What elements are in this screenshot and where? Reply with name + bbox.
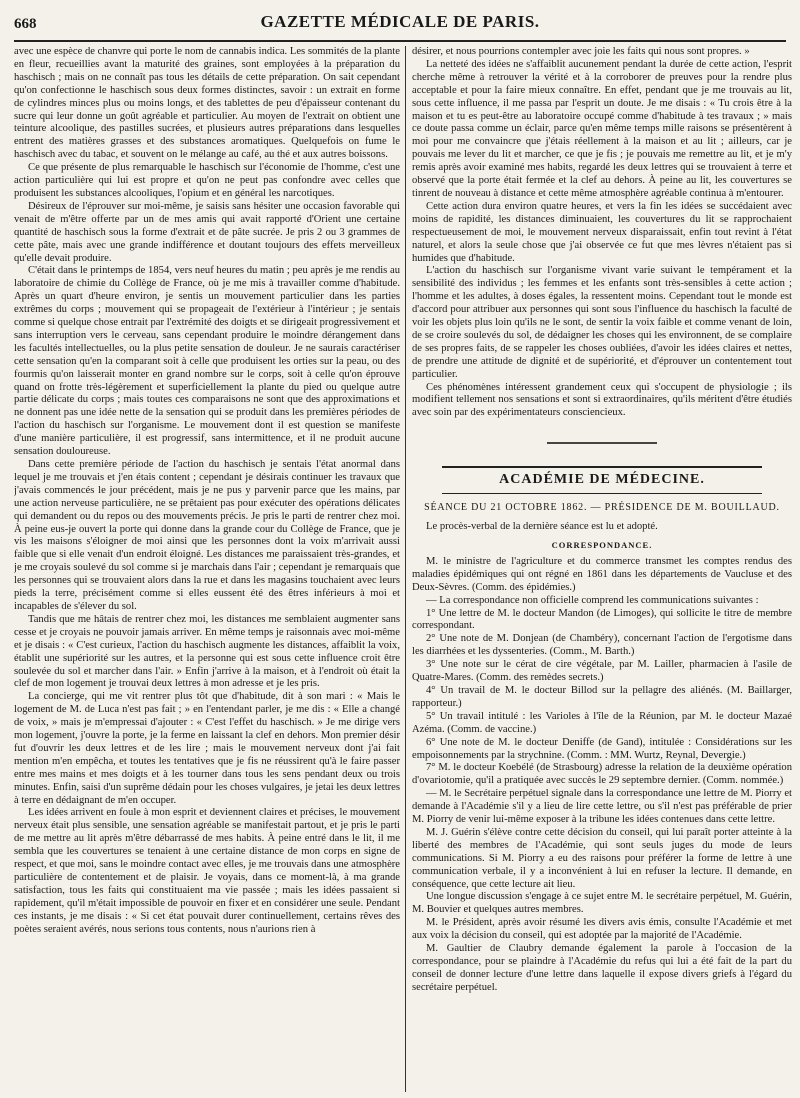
paragraph: 4° Un travail de M. le docteur Billod sur la pellagre des aliénés. (M. Baillarger, rapporteur.)	[412, 684, 792, 709]
paragraph: désirer, et nous pourrions contempler avec joie les faits qui nous sont propres. »	[412, 46, 750, 57]
paragraph: Une longue discussion s'engage à ce sujet entre M. le secrétaire perpétuel, M. Guérin, M. Bouvier et quelques autres membres.	[412, 891, 792, 916]
paragraph: M. Gaultier de Claubry demande également la parole à l'occasion de la correspondance, pour se plaindre à l'Académie du refus qui lui a été fait de la part du conseil de donner lecture d'une lettre dans laquelle il expose divers griefs à l'égard du secrétaire perpétuel.	[412, 943, 792, 993]
paragraph: — La correspondance non officielle comprend les communications suivantes :	[426, 594, 759, 606]
paragraph: Tandis que me hâtais de rentrer chez moi, les distances me semblaient augmenter sans cesse et je croyais ne pouvoir jamais arriver. En même temps je raisonnais avec moi-même et je disais : « C'est curieux, l'action du haschisch augmente les distances, affaiblit la voix, établit une supériorité sur les autres, et la personne qui est sous cette influence croit être soulevée du sol et marcher dans l'air. » Enfin j'arrive à la maison, et à l'endroit où était la clef de mon logement je trouvai deux lettres à mon adresse et je les pris.	[14, 613, 400, 690]
paragraph: M. J. Guérin s'élève contre cette décision du conseil, qui lui paraît porter atteinte à la liberté des membres de l'Académie, qui sont seuls juges du mode de leurs communications. Si M. Piorry a eu des raisons pour préférer la forme de lettre à une communication verbale, il y a inconvénient à lui en refuser la lecture. Il demande, en conséquence, que cette lecture ait lieu.	[412, 826, 792, 890]
paragraph: 7° M. le docteur Koebélé (de Strasbourg) adresse la relation de la deuxième opération d'ovariotomie, qu'il a pratiquée avec succès le 29 septembre dernier. (Comm. nommée.)	[412, 762, 792, 787]
paragraph: Cette action dura environ quatre heures, et vers la fin les idées se succédaient avec moins de rapidité, les distances diminuaient, les couvertures du lit se rapprochaient respectueusement de moi, le mouvement nerveux disparaissait, enfin tout revint à l'état naturel, et alors la seule chose que j'ai observée ce fut que mes lèvres n'étaient pas si humides que d'habitude.	[412, 200, 792, 264]
paragraph: 2° Une note de M. Donjean (de Chambéry), concernant l'action de l'ergotisme dans les diarrhées et les dyssenteries. (Comm., M. Barth.)	[412, 633, 792, 658]
journal-title: GAZETTE MÉDICALE DE PARIS.	[260, 12, 540, 31]
section-separator	[547, 442, 657, 444]
paragraph: La netteté des idées ne s'affaiblit aucunement pendant la durée de cette action, l'esprit cherche même à retrouver la vérité et à la corroborer de preuves pour la rendre plus acceptable et pour la faire mieux connaître. En effet, pendant que je me trouvais au lit, sous cette influence, il me passa par l'esprit un doute. Je me disais : « Tu crois être à la maison et tu es peut-être au laboratoire occupé comme d'habitude à tes travaux ; » mais ce doute passa comme un éclair, parce qu'en même temps mille raisons se présentèrent à moi pour me convaincre que j'étais réellement à la maison et au lit ; ailleurs, car je pouvais me lever du lit et marcher, ce que je fis ; je pouvais me remettre au lit, et je m'y remis après avoir examiné mes habits, regardé les deux lettres qui se trouvaient à terre et observé que la porte était fermée et la clef au dehors. À peine au lit, les couvertures se tinrent de nouveau à distance et cette même atmosphère agréable continua à m'entourer.	[412, 58, 792, 199]
page-header	[14, 6, 786, 42]
paragraph: Les idées arrivent en foule à mon esprit et deviennent claires et précises, le mouvement nerveux était plus sensible, une sensation agréable se manifestait partout, et je pris le parti de me mettre au lit après m'être débarrassé de mes habits. À peine entré dans le lit, il me sembla que les couvertures se tenaient à une certaine distance de mon corps en signe de respect, et que moi, sans le moindre contact avec elles, je me trouvais dans une atmosphère particulière de contentement et de plaisir. Je voyais, dans ce moment-là, à ma grande satisfaction, tous les faits qui constituaient ma vie passée ; mais les idées passaient si rapidement, qu'il m'était impossible de pouvoir en fixer et en considérer une seule. Pendant ces instants, je me disais : « Si cet état pouvait durer continuellement, certains rêves des poètes seraient avérés, nous serions tous contents, nous n'aurions rien à	[14, 807, 400, 935]
paragraph: M. le ministre de l'agriculture et du commerce transmet les comptes rendus des maladies épidémiques qui ont régné en 1861 dans les départements de Vaucluse et des Deux-Sèvres. (Comm. des épidémies.)	[412, 555, 792, 593]
paragraph: La concierge, qui me vit rentrer plus tôt que d'habitude, dit à son mari : « Mais le logement de M. de Luca n'est pas fait ; » en l'entendant parler, je me dis : « Elle a changé de voix, » mais je m'empressai d'ajouter : « C'est l'effet du haschisch. » Je me dirige vers mon logement, j'ouvre la porte, je la ferme en laissant la clef en dehors. Mon premier désir fut d'ouvrir les deux lettres et de les lire ; mais le mouvement nerveux dont j'ai fait mention m'en empêcha, et toutes les tentatives que je fis ne réussirent qu'à le faire passer entre mes mains et mes doigts et à les tourner dans tous les sens pendant deux ou trois minutes. Enfin, saisi d'un suprême dédain pour les choses vulgaires, je jetai les deux lettres à terre en dédaignant de m'en occuper.	[14, 691, 400, 806]
paragraph: — M. le Secrétaire perpétuel signale dans la correspondance une lettre de M. Piorry et demande à l'Académie s'il y a lieu de lire cette lettre, ou s'il n'est pas préférable de prier M. Piorry de venir lui-même exposer à la tribune les idées contenues dans cette lettre.	[412, 788, 792, 826]
paragraph: M. le Président, après avoir résumé les divers avis émis, consulte l'Académie et met aux voix la décision du conseil, qui est adoptée par la majorité de l'Académie.	[412, 917, 792, 942]
paragraph: avec une espèce de chanvre qui porte le nom de cannabis indica. Les sommités de la plante en fleur, recueillies avant la maturité des graines, sont employées à la préparation du haschisch ; mais on ne connaît pas tous les détails de cette préparation. On sait cependant qu'on confectionne le haschisch sous deux formes distinctes, savoir : un extrait en forme de cylindres minces plus ou moins longs, et des tablettes de peu d'épaisseur contenant du sucre qui leur donne un goût agréable et particulier. Au moyen de l'extrait on obtient une teinture alcoolique, des pastilles sucrées, et plusieurs autres préparations dans lesquelles entrent des matières grasses et des substances aromatiques. Quelquefois on fume le haschisch avec du tabac, et souvent on le mélange au café, au thé et aux autres boissons.	[14, 46, 400, 161]
paragraph: 6° Une note de M. le docteur Deniffe (de Gand), intitulée : Considérations sur les empoisonnements par la strychnine. (Comm. : MM. Wurtz, Reynal, Devergie.)	[412, 736, 792, 761]
minutes-line: Le procès-verbal de la dernière séance est lu et adopté.	[426, 521, 658, 533]
page-number: 668	[14, 16, 37, 32]
paragraph: C'était dans le printemps de 1854, vers neuf heures du matin ; peu après je me rendis au laboratoire de chimie du Collège de France, où je me mis à travailler comme d'habitude. Après un quart d'heure environ, je sentis un mouvement particulier dans les parties extrêmes du corps ; mouvement qui se propageait de l'extérieur à l'intérieur ; je sentais comme si quelque chose entrait par l'extrémité des doigts et se dirigeait progressivement et sans interruption vers le cerveau, sans cependant produire le moindre dérangement dans les facultés intellectuelles, ou la plus petite sensation de douleur. Je ne saurais caractériser cette sensation qu'en la comparant soit à celle que produisent les orties sur la peau, ou des fourmis qu'on laisserait monter en grand nombre sur le corps, soit à celle qu'on éprouve quand on frotte très-légèrement et superficiellement la plante du pied ou quelque autre partie délicate du corps ; mais toutes ces comparaisons ne sont que des approximations et ne donnent pas une idée nette de la sensation qui se produit dans les premières périodes de l'action du haschisch sur l'organisme. Le mouvement dont il est question se manifeste d'une manière particulière, il est progressif, sans intermittence, et il ne produit aucune sensation douloureuse.	[14, 265, 400, 458]
paragraph: 5° Un travail intitulé : les Varioles à l'île de la Réunion, par M. le docteur Mazaé Azéma. (Comm. de vaccine.)	[412, 710, 792, 735]
paragraph: 1° Une lettre de M. le docteur Mandon (de Limoges), qui sollicite le titre de membre correspondant.	[412, 607, 792, 632]
academy-title: ACADÉMIE DE MÉDECINE.	[442, 466, 762, 494]
paragraph: Ce que présente de plus remarquable le haschisch sur l'économie de l'homme, c'est une action particulière qui lui est propre et qu'on ne peut pas confondre avec celles que produisent les substances alcooliques, l'opium et en général les narcotiques.	[14, 162, 400, 199]
paragraph: Dans cette première période de l'action du haschisch je sentais l'état anormal dans lequel je me trouvais et j'en étais content ; cependant je désirais continuer les travaux que j'avais commencés le jour précédent, mais je ne pus y parvenir parce que les mains, par une action nerveuse particulière, ne se prêtaient pas pour exécuter des opérations délicates qui demandent ou du repos ou des mouvements précis. Je pris le parti de rentrer chez moi. À peine eus-je ouvert la porte qui donne dans la grande cour du Collège de France, que je vis les maisons s'éloigner de moi ainsi que les personnes dont la voix m'arrivait aussi faible que si elle venait d'un endroit éloigné. Les distances me paraissaient très-grandes, et je me croyais soulevé du sol comme si je marchais dans l'air ; cependant je remarquais que les personnes qui se trouvaient alors dans la rue et dans les magasins touchaient avec leurs pieds la terre, précisément comme si elles eussent été des êtres inférieurs à moi et incapables de s'élever du sol.	[14, 459, 400, 612]
paragraph: L'action du haschisch sur l'organisme vivant varie suivant le tempérament et la sensibilité des individus ; les femmes et les enfants sont très-sensibles à cette action ; l'homme et les adultes, à doses égales, la ressentent moins. Cependant tout le monde est d'accord pour attribuer aux personnes qui sont sous l'influence du haschisch la faculté de voir les objets plus loin qu'ils ne le sont, de sentir la voix faible et comme venant de loin, de se croire soulevés du sol, de dédaigner les choses qui les environnent, de se complaire de ses propres faits, de se rappeler les choses oubliées, d'avoir les idées claires et nettes, de prendre une attitude de dignité et de supériorité, et d'éprouver un contentement tout particulier.	[412, 265, 792, 380]
paragraph: 3° Une note sur le cérat de cire végétale, par M. Lailler, pharmacien à l'asile de Quatre-Mares. (Comm. des remèdes secrets.)	[412, 659, 792, 684]
correspondence-heading: CORRESPONDANCE.	[551, 540, 653, 550]
left-column	[14, 46, 400, 1092]
paragraph: Désireux de l'éprouver sur moi-même, je saisis sans hésiter une occasion favorable qui venait de m'être offerte par un de mes amis qui avait rapporté d'Orient une certaine quantité de haschisch sous la forme d'extrait et de pâte sucrée. Je pris 2 ou 3 grammes de cette pâte, mais avec une grande indifférence et doutant toujours des effets merveilleux qu'elle devait produire.	[14, 200, 400, 264]
right-column	[412, 46, 792, 1092]
column-divider	[405, 46, 406, 1092]
paragraph: Ces phénomènes intéressent grandement ceux qui s'occupent de physiologie ; ils modifient tellement nos sensations et sont si extraordinaires, qu'ils méritent d'être étudiés avec soin par des expérimentateurs consciencieux.	[412, 381, 792, 419]
session-line: SÉANCE DU 21 OCTOBRE 1862. — PRÉSIDENCE DE M. BOUILLAUD.	[424, 502, 780, 514]
